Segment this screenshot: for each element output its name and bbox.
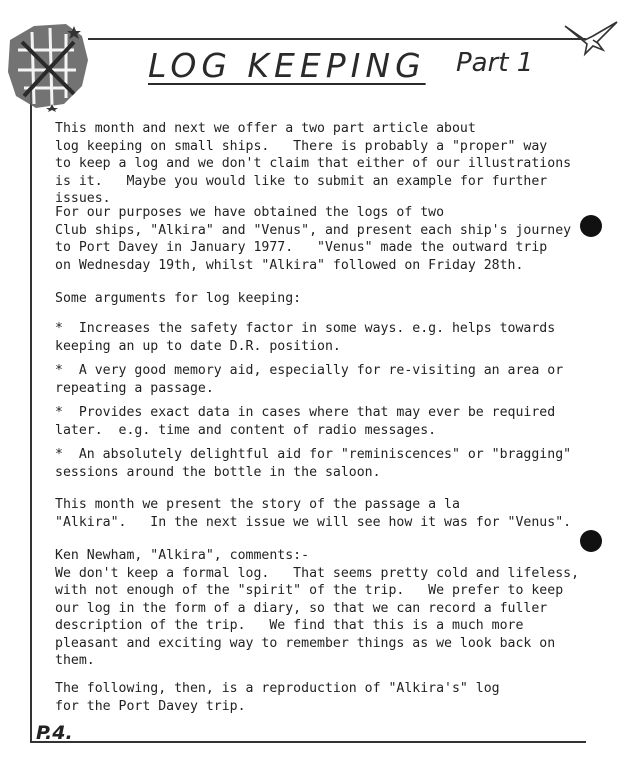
frame-left-rule <box>30 86 32 743</box>
bullet-item: * An absolutely delightful aid for "reminiscences" or "bragging" sessions around the bottle in the saloon. <box>55 447 572 480</box>
comment-paragraph: Ken Newham, "Alkira", comments:- We don't keep a formal log. That seems pretty cold and lifeless, with not enough of the "spirit" of the trip. We prefer to keep our log in the form of a diary, so that we can record a fuller description of the trip. We find that this is a much more pleasant and exciting way to remember things as we look back on them. <box>55 548 580 668</box>
punch-hole <box>580 530 602 552</box>
purpose-paragraph: For our purposes we have obtained the logs of two Club ships, "Alkira" and "Venus", and present each ship's journey to Port Davey in January 1977. "Venus" made the outward trip on Wednesday 19th, whilst "Alkira" followed on Friday 28th. <box>55 205 572 273</box>
frame-bottom-rule <box>30 741 586 743</box>
club-emblem-icon <box>4 20 90 112</box>
bullet-item: * Provides exact data in cases where that may ever be required later. e.g. time and content of radio messages. <box>55 405 556 438</box>
frame-top-rule <box>88 38 586 40</box>
seabird-icon <box>563 20 621 60</box>
intro-paragraph: This month and next we offer a two part article about log keeping on small ships. There is probably a "proper" way to keep a log and we don't claim that either of our illustrations is it. Maybe you would like to submit an example for further issues. <box>55 121 572 206</box>
bullet-item: * Increases the safety factor in some ways. e.g. helps towards keeping an up to date D.R. position. <box>55 321 556 354</box>
closing-paragraph: The following, then, is a reproduction of "Alkira's" log for the Port Davey trip. <box>55 681 500 714</box>
article-title: LOG KEEPING <box>148 46 426 85</box>
page-number: P.4. <box>36 722 73 744</box>
this-month-paragraph: This month we present the story of the passage a la "Alkira". In the next issue we will see how it was for "Venus". <box>55 497 572 530</box>
bullet-item: * A very good memory aid, especially for re-visiting an area or repeating a passage. <box>55 363 564 396</box>
arguments-heading: Some arguments for log keeping: <box>55 291 302 306</box>
punch-hole <box>580 215 602 237</box>
article-part-label: Part 1 <box>456 48 534 78</box>
